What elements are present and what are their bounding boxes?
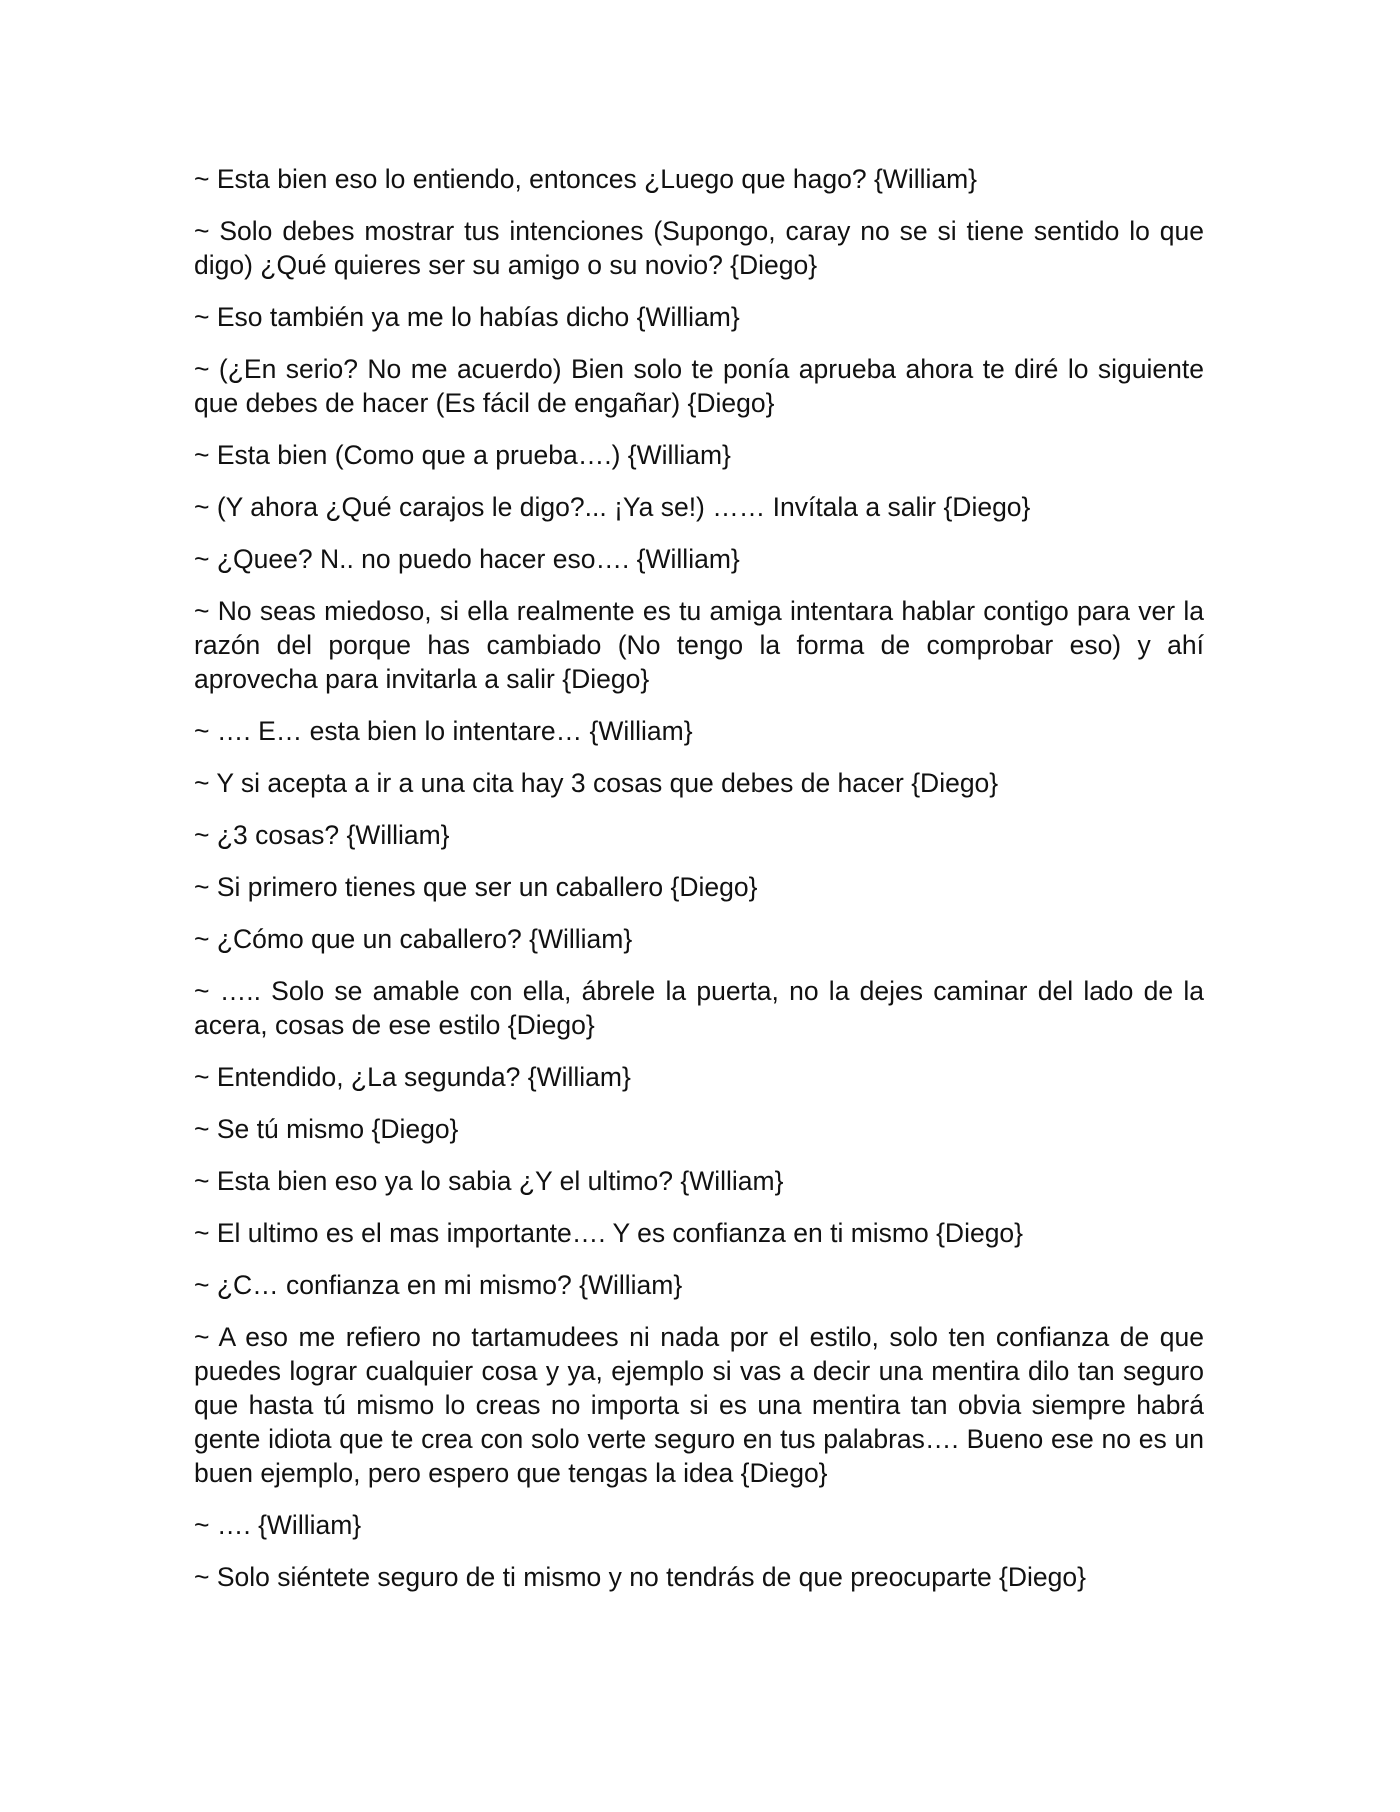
dialogue-paragraph: ~ Y si acepta a ir a una cita hay 3 cosas que debes de hacer {Diego} (194, 768, 999, 798)
dialogue-paragraph: ~ (Y ahora ¿Qué carajos le digo?... ¡Ya se!) …… Invítala a salir {Diego} (194, 492, 1031, 522)
dialogue-paragraph: ~ (¿En serio? No me acuerdo) Bien solo te ponía aprueba ahora te diré lo siguiente que debes de hacer (Es fácil de engañar) {Diego} (194, 354, 1204, 418)
dialogue-paragraph: ~ El ultimo es el mas importante…. Y es confianza en ti mismo {Diego} (194, 1218, 1024, 1248)
dialogue-paragraph: ~ Esta bien eso lo entiendo, entonces ¿Luego que hago? {William} (194, 164, 978, 194)
dialogue-paragraph: ~ A eso me refiero no tartamudees ni nada por el estilo, solo ten confianza de que puedes lograr cualquier cosa y ya, ejemplo si vas a decir una mentira dilo tan seguro que hasta tú mismo lo creas no importa si es una mentira tan obvia siempre habrá gente idiota que te crea con solo verte seguro en tus palabras…. Bueno ese no es un buen ejemplo, pero espero que tengas la idea {Diego} (194, 1322, 1204, 1488)
dialogue-paragraph: ~ Si primero tienes que ser un caballero {Diego} (194, 872, 758, 902)
dialogue-paragraph: ~ No seas miedoso, si ella realmente es tu amiga intentara hablar contigo para ver la razón del porque has cambiado (No tengo la forma de comprobar eso) y ahí aprovecha para invitarla a salir {Diego} (194, 596, 1204, 694)
dialogue-paragraph: ~ Solo debes mostrar tus intenciones (Supongo, caray no se si tiene sentido lo que digo) ¿Qué quieres ser su amigo o su novio? {Diego} (194, 216, 1204, 280)
dialogue-paragraph: ~ …. {William} (194, 1510, 362, 1540)
dialogue-paragraph: ~ ….. Solo se amable con ella, ábrele la puerta, no la dejes caminar del lado de la acera, cosas de ese estilo {Diego} (194, 976, 1204, 1040)
document-page (194, 162, 1204, 1612)
dialogue-paragraph: ~ Esta bien eso ya lo sabia ¿Y el ultimo? {William} (194, 1166, 784, 1196)
dialogue-paragraph: ~ Solo siéntete seguro de ti mismo y no tendrás de que preocuparte {Diego} (194, 1562, 1086, 1592)
dialogue-paragraph: ~ Se tú mismo {Diego} (194, 1114, 459, 1144)
dialogue-paragraph: ~ ¿C… confianza en mi mismo? {William} (194, 1270, 683, 1300)
dialogue-paragraph: ~ Entendido, ¿La segunda? {William} (194, 1062, 631, 1092)
dialogue-paragraph: ~ Eso también ya me lo habías dicho {William} (194, 302, 740, 332)
dialogue-paragraph: ~ ¿Quee? N.. no puedo hacer eso…. {William} (194, 544, 740, 574)
dialogue-paragraph: ~ …. E… esta bien lo intentare… {William} (194, 716, 693, 746)
dialogue-paragraph: ~ ¿3 cosas? {William} (194, 820, 450, 850)
dialogue-paragraph: ~ ¿Cómo que un caballero? {William} (194, 924, 633, 954)
dialogue-paragraph: ~ Esta bien (Como que a prueba….) {William} (194, 440, 731, 470)
